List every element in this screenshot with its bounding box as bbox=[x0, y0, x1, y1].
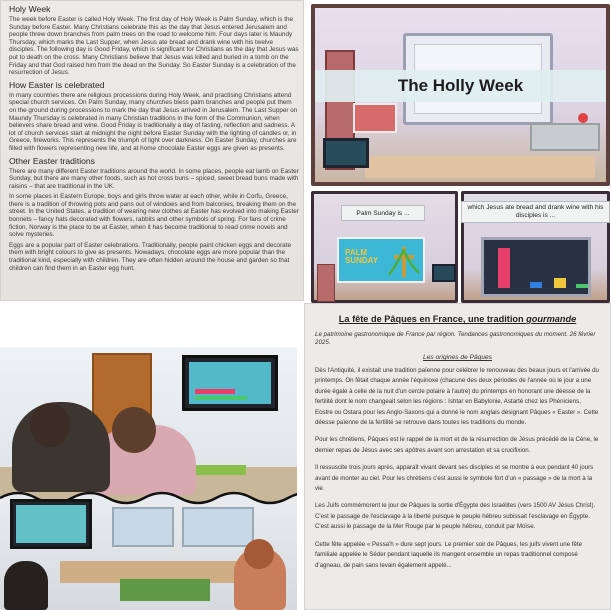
palm-sunday-label bbox=[345, 249, 378, 265]
paragraph-3: Il ressuscite trois jours après, apparaît vivant devant ses disciples et se montre à eux pendant 40 jours avant de monter au ciel. Pour les chrétiens c'est aussi le symbole fort d'un « passage » de la mort à la vie. bbox=[315, 464, 594, 493]
heading-holy-week: Holy Week bbox=[9, 4, 51, 14]
palm-sunday-image bbox=[337, 237, 425, 283]
paragraph-other-traditions-3: Eggs are a popular part of Easter celebrations. Traditionally, people paint chicken eggs and decorate them with bright colours to give as presents. Nowadays, chocolate eggs are more popular than the traditional kind, especially with children. They are often hidden around the house and garden so that children can find them in an Easter egg hunt. bbox=[9, 241, 292, 272]
paragraph-2: Pour les chrétiens, Pâques est le rappel de la mort et de la résurrection de Jésus précédé de la Cène, le dernier repas de Jésus avec ses apôtres avant son arrestation et sa crucifixion. bbox=[315, 436, 599, 454]
teacher-desk bbox=[365, 156, 595, 178]
document-title bbox=[315, 314, 600, 324]
title-slide-photo bbox=[311, 4, 610, 186]
title-italic: gourmande bbox=[526, 314, 577, 324]
slide-title: The Holly Week bbox=[397, 76, 524, 95]
english-easter-handout bbox=[0, 0, 304, 301]
interactive-screen bbox=[182, 355, 278, 411]
quiz-bar-yellow bbox=[554, 278, 566, 288]
paragraph-5: Cette fête appelée « Pessa'h » dure sept jours. Le premier soir de Pâques, les juifs vivent une fête familiale appelée le Séder pendant laquelle ils mangent ensemble un repas traditionnel composé d'agneau, de pain sans levain également appelé... bbox=[315, 540, 583, 569]
quiz-bar-red bbox=[195, 389, 235, 394]
question-caption: Palm Sunday is ... bbox=[341, 205, 425, 221]
computer-monitor bbox=[432, 264, 456, 282]
interactive-screen bbox=[10, 499, 92, 549]
question-caption: which Jesus ate bread and drank wine with his disciples is ... bbox=[461, 201, 610, 223]
classroom-photo bbox=[0, 347, 297, 610]
paragraph-how-easter-celebrated: In many countries there are religious processions during Holy Week, and practising Christians attend special church services. On Palm Sunday, many churches bless palm branches and people put them on the ground during processions to mark the day that Jesus arrived in Jerusalem. The Last Supper on Maundy Thursday is celebrated in many Christian traditions in the form of the Communion, when believers share bread and wine. Good Friday is traditionally a day of fasting, reflection and sadness. A lot of church services start at midnight the night before Easter Sunday with the lighting of candles or, in Greece, fireworks. This represents the triumph of light over darkness. On Easter Sunday, churches are filled with flowers representing new life, and at home chocolate Easter eggs are given as presents. bbox=[9, 91, 298, 152]
student-head bbox=[30, 403, 70, 447]
student-dark-hair bbox=[4, 561, 48, 610]
student-head bbox=[244, 539, 274, 569]
apple-icon bbox=[578, 113, 588, 123]
student-head bbox=[112, 407, 156, 453]
green-chairs bbox=[120, 579, 210, 601]
quiz-bar-red bbox=[498, 248, 510, 288]
quiz-bar-green bbox=[195, 396, 247, 400]
heading-other-traditions: Other Easter traditions bbox=[9, 155, 95, 166]
palm-sunday-slide-photo bbox=[311, 191, 458, 303]
subheading-origins: Les origines de Pâques bbox=[423, 354, 492, 361]
wall-poster bbox=[353, 103, 397, 133]
paragraph-holy-week: The week before Easter is called Holy Week. The first day of Holy Week is Palm Sunday, which is the Sunday before Easter. Many Christians celebrate this as the day that Jesus entered Jerusalem and people threw down branches from palm trees on the road to welcome him. Four days later is Maundy Thursday, which marks the Last Supper, when Jesus ate bread and drank wine with his twelve disciples. The following day is Good Friday, which is significant for Christians as the day that Jesus was put to death on the cross. Many Christians believe that Jesus was killed and buried in a tomb on the Friday and that God raised him from the dead on the Sunday. So Easter Sunday is a celebration of the resurrection of Jesus. bbox=[9, 16, 299, 77]
paragraph-other-traditions-1: There are many different Easter traditions around the world. In some places, people eat lamb on Easter Sunday, but there are many other foods, such as hot cross buns – spiced, sweet bread buns made with raisins – that are traditional in the UK. bbox=[9, 167, 299, 190]
source-citation: Le patrimoine gastronomique de France par région. Tendances gastronomiques du moment. 26 février 2025. bbox=[315, 331, 596, 346]
paragraph-1: Dès l'Antiquité, il existait une tradition païenne pour célébrer le renouveau des beaux jours et l'arrivée du printemps. On fêtait chaque année l'équinoxe (chacune des deux périodes de l'année où le jour a une durée égale à celle de la nuit d'un cercle polaire à l'autre) du printemps en honorant une déesse de la fertilité dont le nom changeait selon les régions : Ishtar en Babylonie, Astarté chez les Phéniciens, Eostre ou Ostara pour les Anglo-Saxons qui a donné le nom anglais désignant Pâques « Easter ». Cette déesse païenne de la fertilité se retrouve dans toutes les traditions du monde. bbox=[315, 367, 599, 427]
window bbox=[182, 507, 254, 547]
paragraph-other-traditions-2: In some places in Eastern Europe, boys and girls throw water at each other, while in Corfu, Greece, there is a tradition of throwing pots and pans out of windows and from balconies, breaking them on the street. In the United States, a tradition of wearing new clothes at Easter has evolved into making Easter bonnets – fancy hats decorated with flowers, rabbits and other symbols of spring. For fans of crime fiction, Norway is the place to be at Easter, when it has become traditional to read crime novels and solve mysteries. bbox=[9, 193, 299, 239]
paragraph-4: Les Juifs commémorent le jour de Pâques la sortie d'Égypte des Israélites (vers 1500 AV Jésus Christ). C'est le passage de l'esclavage à la liberté puisque le peuple hébreu subissait l'esclavage en Égypte. C'est aussi le passage de la Mer Rouge par le peuple hébreu, conduit par Moïse. bbox=[315, 502, 596, 531]
quiz-results-board bbox=[481, 237, 591, 297]
side-desk bbox=[530, 123, 600, 151]
computer-monitor bbox=[323, 138, 369, 168]
title-plain: La fête de Pâques en France, une tradition bbox=[338, 314, 527, 324]
heading-how-easter-celebrated: How Easter is celebrated bbox=[9, 79, 105, 90]
window bbox=[112, 507, 174, 547]
quiz-bar-green bbox=[576, 284, 588, 288]
palm-label-line1: PALM bbox=[345, 248, 368, 257]
quiz-bar-blue bbox=[530, 282, 542, 288]
bookshelf bbox=[317, 264, 335, 302]
french-easter-document bbox=[304, 303, 611, 610]
title-banner bbox=[315, 70, 606, 102]
cross-palm-icon bbox=[387, 245, 421, 279]
last-supper-quiz-slide-photo bbox=[461, 191, 610, 303]
palm-label-line2: SUNDAY bbox=[345, 256, 379, 265]
